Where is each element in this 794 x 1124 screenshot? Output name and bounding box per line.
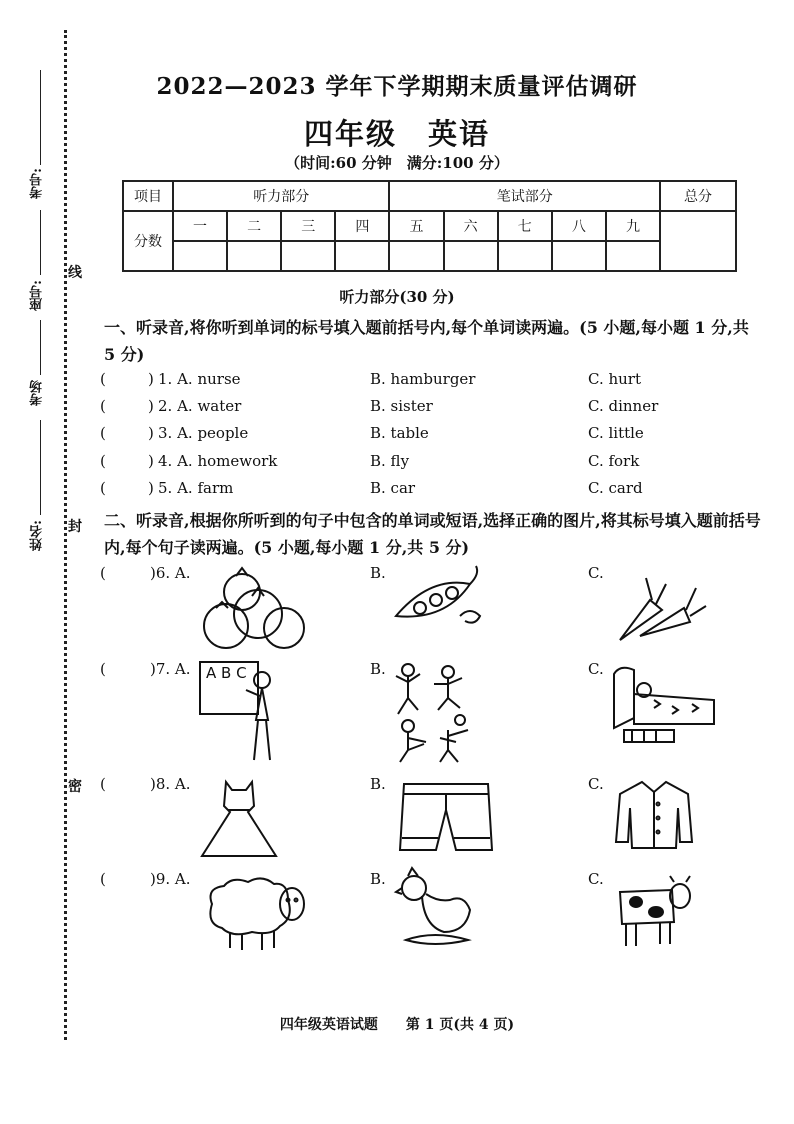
exam-room-line bbox=[40, 320, 41, 375]
q9-option-a: )9. A. bbox=[150, 870, 191, 888]
q3-option-c: C. little bbox=[588, 424, 644, 442]
answer-paren: ( bbox=[100, 424, 106, 442]
q6-option-c: C. bbox=[588, 564, 604, 582]
question-row-1: ( ) 1. A. nurse B. hamburger C. hurt bbox=[100, 370, 641, 388]
name-line bbox=[40, 420, 41, 515]
carrots-image bbox=[610, 570, 710, 644]
shirt-image bbox=[612, 778, 696, 850]
q4-option-a: 4. A. homework bbox=[158, 452, 278, 470]
q7-option-a: )7. A. bbox=[150, 660, 191, 678]
exam-number-label: 考号: bbox=[30, 168, 45, 199]
answer-paren: ( bbox=[100, 870, 106, 888]
answer-paren: ( bbox=[100, 660, 106, 678]
question-row-4: ( ) 4. A. homework B. fly C. fork bbox=[100, 452, 640, 470]
answer-blank-5[interactable] bbox=[126, 479, 146, 499]
time-and-score-info: （时间:60 分钟 满分:100 分） bbox=[285, 154, 509, 172]
q1-option-a: 1. A. nurse bbox=[158, 370, 241, 388]
answer-paren: ( bbox=[100, 479, 106, 497]
answer-blank-4[interactable] bbox=[126, 452, 146, 472]
section-col-8: 八 bbox=[552, 211, 606, 241]
listening-header: 听力部分 bbox=[173, 181, 389, 211]
section-col-3: 三 bbox=[281, 211, 335, 241]
sleeping-image bbox=[610, 664, 718, 748]
q8-option-a: )8. A. bbox=[150, 775, 191, 793]
score-cell-1[interactable] bbox=[173, 241, 227, 271]
dancing-image bbox=[392, 660, 482, 764]
answer-paren: ( bbox=[100, 775, 106, 793]
seat-number-label: 座号: bbox=[30, 280, 45, 311]
section-col-5: 五 bbox=[389, 211, 443, 241]
answer-paren: ( bbox=[100, 452, 106, 470]
q9-option-b: B. bbox=[370, 870, 386, 888]
answer-blank-1[interactable] bbox=[126, 370, 146, 390]
name-label: 姓名: bbox=[30, 520, 45, 551]
page-footer: 四年级英语试题 第 1 页(共 4 页) bbox=[279, 1017, 515, 1033]
tomatoes-image bbox=[196, 566, 306, 650]
score-cell-7[interactable] bbox=[498, 241, 552, 271]
q5-option-c: C. card bbox=[588, 479, 643, 497]
section2-instruction: 二、听录音,根据你所听到的句子中包含的单词或短语,选择正确的图片,将其标号填入题前括号内,每个句子读两遍。(5 小题,每小题 1 分,共 5 分) bbox=[104, 511, 761, 557]
q1-option-c: C. hurt bbox=[588, 370, 641, 388]
exam-room-label: 考场 bbox=[30, 380, 45, 406]
section-col-4: 四 bbox=[335, 211, 389, 241]
seal-char-feng: 封 bbox=[68, 519, 82, 535]
question-row-2: ( ) 2. A. water B. sister C. dinner bbox=[100, 397, 659, 415]
seal-char-xian: 线 bbox=[68, 265, 82, 281]
hen-image bbox=[394, 866, 478, 950]
section-col-1: 一 bbox=[173, 211, 227, 241]
seal-char-mi: 密 bbox=[68, 779, 82, 795]
q2-option-a: 2. A. water bbox=[158, 397, 242, 415]
score-table bbox=[122, 180, 737, 272]
section-col-7: 七 bbox=[498, 211, 552, 241]
q2-option-c: C. dinner bbox=[588, 397, 659, 415]
question-row-3: ( ) 3. A. people B. table C. little bbox=[100, 424, 644, 442]
score-header: 分数 bbox=[123, 211, 173, 271]
q3-option-a: 3. A. people bbox=[158, 424, 249, 442]
exam-title: 2022—2023 学年下学期期末质量评估调研 bbox=[156, 73, 638, 100]
writing-header: 笔试部分 bbox=[389, 181, 660, 211]
teacher-image bbox=[198, 660, 280, 764]
q9-option-c: C. bbox=[588, 870, 604, 888]
q5-option-a: 5. A. farm bbox=[158, 479, 234, 497]
score-cell-9[interactable] bbox=[606, 241, 660, 271]
sheep-image bbox=[202, 874, 312, 954]
item-header: 项目 bbox=[123, 181, 173, 211]
section-col-9: 九 bbox=[606, 211, 660, 241]
answer-paren: ( bbox=[100, 370, 106, 388]
seat-number-line bbox=[40, 210, 41, 275]
q7-option-c: C. bbox=[588, 660, 604, 678]
q3-option-b: B. table bbox=[370, 424, 429, 442]
exam-subject: 四年级 英语 bbox=[303, 117, 490, 151]
answer-paren: ( bbox=[100, 397, 106, 415]
total-header: 总分 bbox=[660, 181, 736, 211]
answer-paren: ( bbox=[100, 564, 106, 582]
dress-image bbox=[198, 778, 280, 860]
score-cell-8[interactable] bbox=[552, 241, 606, 271]
score-cell-3[interactable] bbox=[281, 241, 335, 271]
score-cell-6[interactable] bbox=[444, 241, 498, 271]
question-row-5: ( ) 5. A. farm B. car C. card bbox=[100, 479, 643, 497]
answer-blank-3[interactable] bbox=[126, 424, 146, 444]
q6-option-b: B. bbox=[370, 564, 386, 582]
q2-option-b: B. sister bbox=[370, 397, 433, 415]
q1-option-b: B. hamburger bbox=[370, 370, 476, 388]
peas-image bbox=[390, 566, 490, 642]
score-cell-5[interactable] bbox=[389, 241, 443, 271]
cow-image bbox=[612, 872, 696, 950]
q4-option-c: C. fork bbox=[588, 452, 640, 470]
q6-option-a: )6. A. bbox=[150, 564, 191, 582]
q5-option-b: B. car bbox=[370, 479, 416, 497]
listening-section-title: 听力部分(30 分) bbox=[339, 288, 455, 306]
section1-instruction: 一、听录音,将你听到单词的标号填入题前括号内,每个单词读两遍。(5 小题,每小题 1 分,共 5 分) bbox=[104, 318, 749, 364]
q7-option-b: B. bbox=[370, 660, 386, 678]
score-cell-2[interactable] bbox=[227, 241, 281, 271]
section-col-2: 二 bbox=[227, 211, 281, 241]
score-cell-4[interactable] bbox=[335, 241, 389, 271]
answer-blank-2[interactable] bbox=[126, 397, 146, 417]
q8-option-c: C. bbox=[588, 775, 604, 793]
shorts-image bbox=[398, 780, 494, 856]
blackboard-text: A B C bbox=[206, 664, 247, 682]
binding-dotted-line bbox=[64, 30, 67, 1040]
total-score-cell[interactable] bbox=[660, 211, 736, 271]
q4-option-b: B. fly bbox=[370, 452, 410, 470]
section-col-6: 六 bbox=[444, 211, 498, 241]
q8-option-b: B. bbox=[370, 775, 386, 793]
